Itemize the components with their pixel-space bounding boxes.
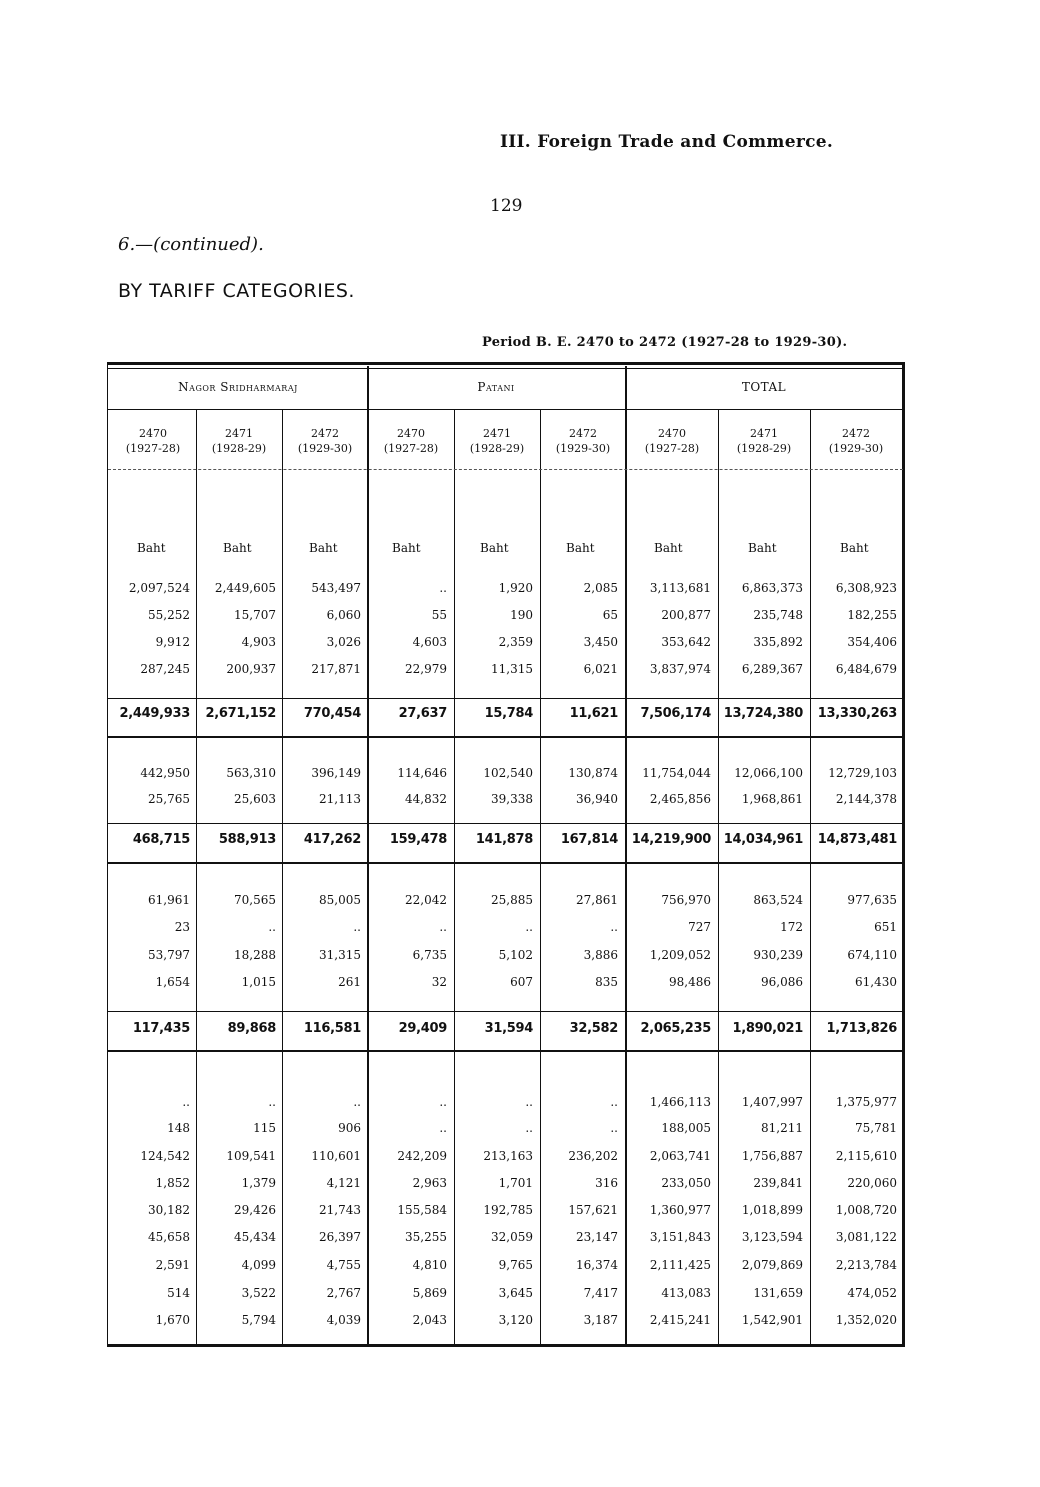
table-total-cell: 14,034,961: [723, 832, 803, 847]
page-number: 129: [490, 196, 523, 216]
table-cell: 1,209,052: [649, 948, 711, 962]
table-cell: 413,083: [661, 1286, 711, 1300]
table-cell: 11,754,044: [642, 766, 711, 780]
unit-label: Baht: [137, 541, 166, 555]
table-cell: 6,308,923: [835, 581, 897, 595]
period-caption: Period B. E. 2470 to 2472 (1927-28 to 1929-30).: [482, 335, 848, 350]
col-header: 2470 (1927-28): [383, 427, 439, 455]
table-cell: 3,886: [583, 948, 618, 962]
table-cell: ..: [525, 920, 533, 934]
table-cell: 11,315: [491, 662, 533, 676]
table-cell: ..: [439, 920, 447, 934]
table-cell: 543,497: [311, 581, 361, 595]
table-cell: 102,540: [483, 766, 533, 780]
table-cell: 148: [167, 1121, 190, 1135]
table-cell: 563,310: [226, 766, 276, 780]
table-cell: 27,861: [576, 893, 618, 907]
table-cell: 39,338: [491, 792, 533, 806]
table-cell: 75,781: [855, 1121, 897, 1135]
table-cell: 4,810: [412, 1258, 447, 1272]
table-cell: 200,937: [226, 662, 276, 676]
section-rule: [108, 862, 903, 864]
table-total-cell: 770,454: [303, 706, 361, 721]
table-cell: 15,707: [234, 608, 276, 622]
table-total-cell: 141,878: [475, 832, 533, 847]
table-cell: 21,113: [319, 792, 361, 806]
table-cell: 131,659: [753, 1286, 803, 1300]
table-cell: 2,097,524: [128, 581, 190, 595]
table-cell: 192,785: [483, 1203, 533, 1217]
table-cell: 1,654: [155, 975, 190, 989]
table-cell: 157,621: [568, 1203, 618, 1217]
table-cell: 31,315: [319, 948, 361, 962]
table-cell: 45,434: [234, 1230, 276, 1244]
section-rule: [108, 698, 903, 699]
table-cell: 3,113,681: [649, 581, 711, 595]
table-total-cell: 14,219,900: [631, 832, 711, 847]
table-cell: 4,039: [326, 1313, 361, 1327]
col-header: 2472 (1929-30): [828, 427, 884, 455]
table-cell: 25,765: [148, 792, 190, 806]
table-cell: 2,079,869: [741, 1258, 803, 1272]
table-cell: 3,081,122: [835, 1230, 897, 1244]
table-cell: 354,406: [847, 635, 897, 649]
table-cell: 32: [431, 975, 447, 989]
table-total-cell: 167,814: [560, 832, 618, 847]
table-total-cell: 2,671,152: [205, 706, 276, 721]
section-rule: [108, 1011, 903, 1012]
table-cell: 2,449,605: [214, 581, 276, 595]
column-rule: [196, 410, 197, 1344]
table-cell: 61,430: [855, 975, 897, 989]
section-rule: [108, 823, 903, 824]
table-cell: 1,008,720: [835, 1203, 897, 1217]
table-cell: 190: [510, 608, 533, 622]
group-header-rule: [108, 409, 903, 410]
table-cell: 2,144,378: [835, 792, 897, 806]
table-cell: 651: [874, 920, 897, 934]
table-cell: 474,052: [847, 1286, 897, 1300]
table-cell: 4,903: [241, 635, 276, 649]
table-total-cell: 2,449,933: [119, 706, 190, 721]
table-cell: 53,797: [148, 948, 190, 962]
table-cell: 55,252: [148, 608, 190, 622]
table-continued-label: 6.—(continued).: [118, 234, 264, 255]
column-header-rule: [108, 469, 903, 470]
table-cell: 2,359: [498, 635, 533, 649]
table-cell: 4,755: [326, 1258, 361, 1272]
table-cell: 261: [338, 975, 361, 989]
table-total-cell: 2,065,235: [640, 1021, 711, 1036]
col-header: 2471 (1928-29): [211, 427, 267, 455]
table-cell: 155,584: [397, 1203, 447, 1217]
table-total-cell: 159,478: [389, 832, 447, 847]
running-head: III. Foreign Trade and Commerce.: [500, 132, 834, 152]
table-cell: 85,005: [319, 893, 361, 907]
table-cell: 23,147: [576, 1230, 618, 1244]
unit-label: Baht: [223, 541, 252, 555]
table-cell: 96,086: [761, 975, 803, 989]
table-cell: 7,417: [583, 1286, 618, 1300]
table-cell: 1,407,997: [741, 1095, 803, 1109]
col-header: 2472 (1929-30): [297, 427, 353, 455]
table-cell: 930,239: [753, 948, 803, 962]
table-cell: ..: [353, 1095, 361, 1109]
table-cell: 727: [688, 920, 711, 934]
section-rule: [108, 1050, 903, 1052]
table-cell: 9,765: [498, 1258, 533, 1272]
table-cell: ..: [610, 1095, 618, 1109]
table-cell: 45,658: [148, 1230, 190, 1244]
table-total-cell: 11,621: [569, 706, 618, 721]
table-total-cell: 29,409: [398, 1021, 447, 1036]
table-cell: 906: [338, 1121, 361, 1135]
table-cell: 110,601: [311, 1149, 361, 1163]
table-total-cell: 13,724,380: [723, 706, 803, 721]
table-cell: 44,832: [405, 792, 447, 806]
table-cell: 6,735: [412, 948, 447, 962]
table-cell: 114,646: [397, 766, 447, 780]
table-cell: 2,063,741: [649, 1149, 711, 1163]
table-total-cell: 13,330,263: [817, 706, 897, 721]
table-cell: 18,288: [234, 948, 276, 962]
table-cell: 835: [595, 975, 618, 989]
table-cell: 29,426: [234, 1203, 276, 1217]
table-cell: 2,591: [155, 1258, 190, 1272]
table-cell: 98,486: [669, 975, 711, 989]
table-cell: 239,841: [753, 1176, 803, 1190]
table-cell: 220,060: [847, 1176, 897, 1190]
table-cell: 607: [510, 975, 533, 989]
table-cell: 242,209: [397, 1149, 447, 1163]
table-total-cell: 117,435: [132, 1021, 190, 1036]
table-cell: 6,289,367: [741, 662, 803, 676]
table-cell: 756,970: [661, 893, 711, 907]
col-header: 2470 (1927-28): [125, 427, 181, 455]
table-cell: 172: [780, 920, 803, 934]
table-cell: 1,018,899: [741, 1203, 803, 1217]
table-cell: 1,360,977: [649, 1203, 711, 1217]
table-cell: 6,021: [583, 662, 618, 676]
table-total-cell: 116,581: [303, 1021, 361, 1036]
group-header-patani: Patani: [477, 380, 515, 394]
col-header: 2471 (1928-29): [469, 427, 525, 455]
group-header-nagor: Nagor Sridharmaraj: [178, 380, 298, 394]
table-total-cell: 588,913: [218, 832, 276, 847]
table-cell: 1,968,861: [741, 792, 803, 806]
column-rule: [540, 410, 541, 1344]
section-rule: [108, 736, 903, 738]
table-cell: 12,729,103: [828, 766, 897, 780]
table-total-cell: 27,637: [398, 706, 447, 721]
table-cell: 2,963: [412, 1176, 447, 1190]
table-cell: 236,202: [568, 1149, 618, 1163]
unit-label: Baht: [309, 541, 338, 555]
table-cell: 70,565: [234, 893, 276, 907]
table-cell: 1,756,887: [741, 1149, 803, 1163]
table-cell: 2,465,856: [649, 792, 711, 806]
table-cell: ..: [268, 1095, 276, 1109]
column-rule: [454, 410, 455, 1344]
table-cell: 30,182: [148, 1203, 190, 1217]
unit-label: Baht: [654, 541, 683, 555]
table-cell: 3,123,594: [741, 1230, 803, 1244]
unit-label: Baht: [840, 541, 869, 555]
table-cell: 3,522: [241, 1286, 276, 1300]
table-cell: 12,066,100: [734, 766, 803, 780]
table-cell: ..: [610, 1121, 618, 1135]
table-cell: 1,015: [241, 975, 276, 989]
table-cell: 1,352,020: [835, 1313, 897, 1327]
unit-label: Baht: [566, 541, 595, 555]
table-cell: 335,892: [753, 635, 803, 649]
table-cell: 124,542: [140, 1149, 190, 1163]
table-total-cell: 1,890,021: [732, 1021, 803, 1036]
table-cell: 1,542,901: [741, 1313, 803, 1327]
table-cell: 442,950: [140, 766, 190, 780]
table-cell: 200,877: [661, 608, 711, 622]
table-cell: 235,748: [753, 608, 803, 622]
table-cell: 4,099: [241, 1258, 276, 1272]
table-frame: [107, 362, 905, 1347]
table-cell: 5,869: [412, 1286, 447, 1300]
table-cell: 36,940: [576, 792, 618, 806]
col-header: 2472 (1929-30): [555, 427, 611, 455]
table-cell: 3,450: [583, 635, 618, 649]
table-cell: 3,187: [583, 1313, 618, 1327]
table-cell: 1,379: [241, 1176, 276, 1190]
table-cell: 61,961: [148, 893, 190, 907]
table-cell: 4,121: [326, 1176, 361, 1190]
table-cell: 3,151,843: [649, 1230, 711, 1244]
table-cell: 2,213,784: [835, 1258, 897, 1272]
table-total-cell: 7,506,174: [640, 706, 711, 721]
table-cell: 21,743: [319, 1203, 361, 1217]
table-cell: 3,837,974: [649, 662, 711, 676]
table-cell: 2,085: [583, 581, 618, 595]
table-total-cell: 32,582: [569, 1021, 618, 1036]
table-cell: 2,043: [412, 1313, 447, 1327]
table-total-cell: 417,262: [303, 832, 361, 847]
table-cell: 22,042: [405, 893, 447, 907]
table-cell: 35,255: [405, 1230, 447, 1244]
col-header: 2471 (1928-29): [736, 427, 792, 455]
table-cell: ..: [439, 1095, 447, 1109]
table-cell: 863,524: [753, 893, 803, 907]
table-cell: 6,484,679: [835, 662, 897, 676]
table-cell: 55: [431, 608, 447, 622]
table-cell: ..: [525, 1121, 533, 1135]
table-cell: 4,603: [412, 635, 447, 649]
table-cell: ..: [439, 1121, 447, 1135]
table-total-cell: 89,868: [227, 1021, 276, 1036]
table-cell: 3,120: [498, 1313, 533, 1327]
table-cell: 1,670: [155, 1313, 190, 1327]
table-cell: 5,794: [241, 1313, 276, 1327]
table-cell: ..: [182, 1095, 190, 1109]
table-cell: 188,005: [661, 1121, 711, 1135]
table-cell: 514: [167, 1286, 190, 1300]
table-cell: ..: [610, 920, 618, 934]
table-cell: 1,852: [155, 1176, 190, 1190]
group-header-total: TOTAL: [741, 380, 787, 394]
table-cell: 32,059: [491, 1230, 533, 1244]
table-cell: 25,885: [491, 893, 533, 907]
table-cell: 287,245: [140, 662, 190, 676]
table-total-cell: 31,594: [484, 1021, 533, 1036]
column-rule: [718, 410, 719, 1344]
table-cell: 6,863,373: [741, 581, 803, 595]
table-cell: 1,701: [498, 1176, 533, 1190]
table-cell: 213,163: [483, 1149, 533, 1163]
table-cell: 1,920: [498, 581, 533, 595]
table-cell: 16,374: [576, 1258, 618, 1272]
table-cell: 396,149: [311, 766, 361, 780]
table-cell: 26,397: [319, 1230, 361, 1244]
table-cell: 2,767: [326, 1286, 361, 1300]
table-cell: 23: [174, 920, 190, 934]
table-cell: 977,635: [847, 893, 897, 907]
unit-label: Baht: [480, 541, 509, 555]
table-cell: 115: [253, 1121, 276, 1135]
table-cell: ..: [439, 581, 447, 595]
frame-inner-rule: [108, 368, 902, 369]
table-cell: 109,541: [226, 1149, 276, 1163]
table-cell: 65: [602, 608, 618, 622]
table-cell: 22,979: [405, 662, 447, 676]
table-cell: 81,211: [761, 1121, 803, 1135]
table-total-cell: 14,873,481: [817, 832, 897, 847]
table-total-cell: 468,715: [132, 832, 190, 847]
table-cell: 316: [595, 1176, 618, 1190]
table-cell: 9,912: [155, 635, 190, 649]
table-cell: 5,102: [498, 948, 533, 962]
table-cell: ..: [525, 1095, 533, 1109]
table-cell: 353,642: [661, 635, 711, 649]
table-total-cell: 15,784: [484, 706, 533, 721]
table-cell: 6,060: [326, 608, 361, 622]
group-rule: [367, 366, 369, 1344]
table-cell: 3,645: [498, 1286, 533, 1300]
table-cell: 2,415,241: [649, 1313, 711, 1327]
unit-label: Baht: [392, 541, 421, 555]
table-cell: 233,050: [661, 1176, 711, 1190]
table-subtitle: BY TARIFF CATEGORIES.: [118, 280, 355, 302]
table-cell: 182,255: [847, 608, 897, 622]
table-cell: ..: [353, 920, 361, 934]
unit-label: Baht: [748, 541, 777, 555]
table-total-cell: 1,713,826: [826, 1021, 897, 1036]
table-cell: 130,874: [568, 766, 618, 780]
table-cell: 674,110: [847, 948, 897, 962]
table-cell: 1,466,113: [649, 1095, 711, 1109]
table-cell: 3,026: [326, 635, 361, 649]
column-rule: [810, 410, 811, 1344]
column-rule: [282, 410, 283, 1344]
group-rule: [625, 366, 627, 1344]
table-cell: 2,111,425: [649, 1258, 711, 1272]
table-cell: 25,603: [234, 792, 276, 806]
table-cell: 2,115,610: [835, 1149, 897, 1163]
table-cell: 1,375,977: [835, 1095, 897, 1109]
table-cell: 217,871: [311, 662, 361, 676]
col-header: 2470 (1927-28): [644, 427, 700, 455]
table-cell: ..: [268, 920, 276, 934]
